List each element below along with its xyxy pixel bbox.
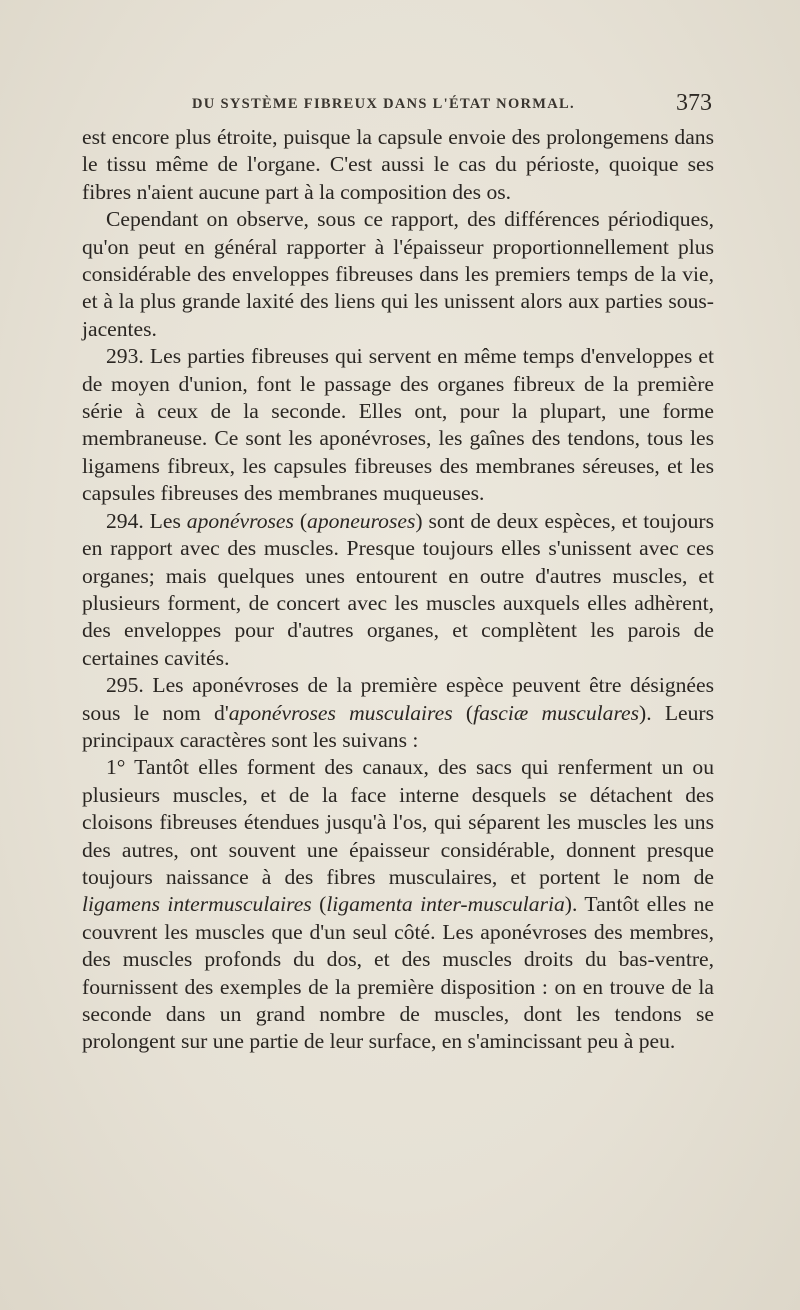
page-number: 373	[676, 90, 712, 116]
paragraph-periodic-differences: Cependant on observe, sous ce rapport, des différences périodiques, qu'on peut en général rapporter à l'épaisseur proportionnellement plus considérable des enveloppes fibreuses dans les premiers temps de la vie, et à la plus grande laxité des liens qui les unissent alors aux parties sous-jacentes.	[82, 207, 714, 341]
term-ligamens-intermusculaires: ligamens intermusculaires	[82, 892, 312, 917]
paragraph-295: 295. Les aponévroses de la première espèce peuvent être désignées sous le nom d'aponévroses musculaires (fasciæ musculares). Leurs principaux caractères sont les suivans :	[82, 673, 715, 752]
term-fasciae-musculares: fasciæ musculares	[473, 700, 640, 725]
paragraph-continuation: est encore plus étroite, puisque la capsule envoie des prolongemens dans le tissu même de l'organe. C'est aussi le cas du périoste, quoique ses fibres n'aient aucune part à la composition des os.	[82, 125, 714, 204]
paragraph-293: 293. Les parties fibreuses qui servent en même temps d'enveloppes et de moyen d'union, font le passage des organes fibreux de la première série à ceux de la seconde. Elles ont, pour la plupart, une forme membraneuse. Ce sont les aponévroses, les gaînes des tendons, tous les ligamens fibreux, les capsules fibreuses des membranes séreuses, et les capsules fibreuses des membranes muqueuses.	[82, 344, 714, 506]
term-aponevroses: aponévroses	[186, 508, 294, 533]
body-text	[82, 124, 714, 1056]
term-aponeuroses: aponeuroses	[307, 508, 416, 533]
term-aponevroses-musculaires: aponévroses musculaires	[228, 700, 453, 725]
running-head: DU SYSTÈME FIBREUX DANS L'ÉTAT NORMAL.	[192, 96, 575, 112]
paragraph-294: 294. Les aponévroses (aponeuroses) sont de deux espèces, et toujours en rapport avec des muscles. Presque toujours elles s'unissent avec ces organes; mais quelques unes entourent en outre d'autres muscles, et plusieurs forment, de concert avec les muscles auxquels elles adhèrent, des enveloppes pour d'autres organes, et complètent les parois de certaines cavités.	[82, 508, 715, 670]
term-ligamenta-inter-muscularia: ligamenta inter-muscularia	[326, 892, 565, 917]
paragraph-item-1: 1° Tantôt elles forment des canaux, des sacs qui renferment un ou plusieurs muscles, et de la face interne desquels se détachent des cloisons fibreuses étendues jusqu'à l'os, qui séparent les muscles les uns des autres, ont souvent une épaisseur considérable, donnent presque toujours naissance à des fibres musculaires, et portent le nom de ligamens intermusculaires (ligamenta inter-muscularia). Tantôt elles ne couvrent les muscles que d'un seul côté. Les aponévroses des membres, des muscles profonds du dos, et des muscles droits du bas-ventre, fournissent des exemples de la première disposition : on en trouve de la seconde dans un grand nombre de muscles, dont les tendons se prolongent sur une partie de leur surface, en s'amincissant peu à peu.	[82, 755, 714, 1054]
page-header	[82, 90, 712, 120]
